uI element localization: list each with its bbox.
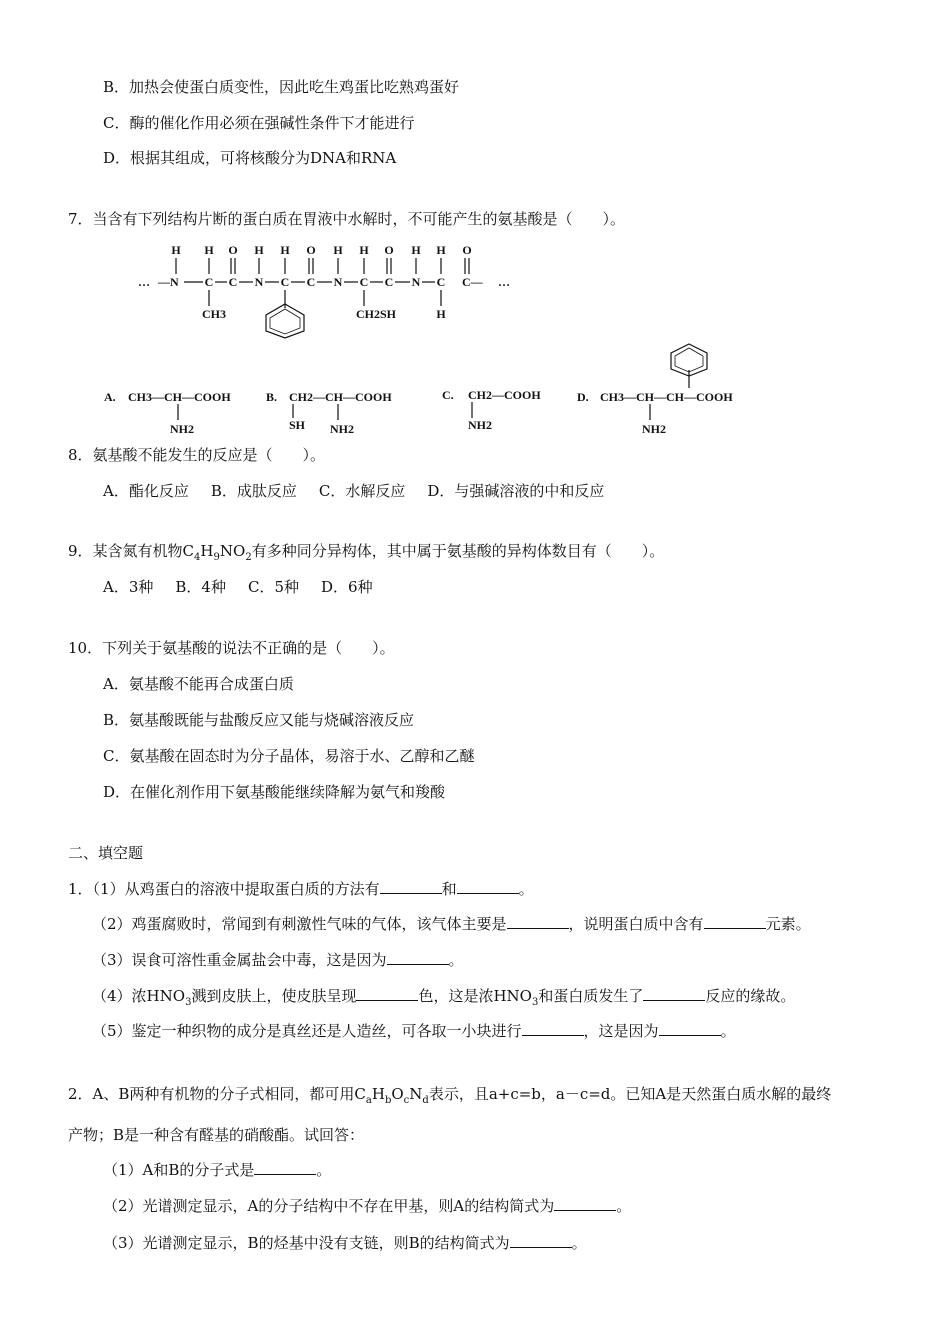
option-7a-letter: A. (104, 390, 116, 404)
option-10d: D．在催化剂作用下氨基酸能继续降解为氨气和羧酸 (103, 783, 446, 801)
atom-c3: C (280, 275, 290, 289)
blank[interactable] (387, 950, 449, 965)
atom-h6: H (359, 243, 369, 257)
blank[interactable] (356, 986, 418, 1001)
option-7d-letter: D. (577, 390, 589, 404)
fill-1-3: （3）误食可溶性重金属盐会中毒，这是因为 。 (92, 951, 464, 969)
blank[interactable] (704, 914, 766, 929)
blank[interactable] (554, 1196, 616, 1211)
atom-o4: O (462, 243, 472, 257)
fill-1-4: （4）浓$HNO_3$溅到皮肤上，使皮肤呈现 色，这是浓$HNO_3$和蛋白质发生了 反应的缘故。 (92, 987, 796, 1008)
peptide-structure-diagram (130, 238, 530, 342)
option-9b: B．4种 (175, 578, 226, 596)
atom-c1: C (204, 275, 214, 289)
option-9d: D．6种 (321, 578, 373, 596)
question-9-options (103, 577, 395, 597)
option-8c: C．水解反应 (318, 482, 406, 500)
fill-1-1: 1．（1）从鸡蛋白的溶液中提取蛋白质的方法有 和 。 (68, 880, 534, 898)
atom-c4: C (306, 275, 316, 289)
option-7b-sub2: NH2 (330, 422, 354, 436)
question-9-stem: 9．某含氮有机物$C_4H_9NO_2$有多种同分异构体，其中属于氨基酸的异构体数目有（ ）。 (68, 542, 665, 563)
atom-h2: H (204, 243, 214, 257)
atom-n1: —N (158, 275, 179, 289)
ellipsis-left: … (138, 275, 150, 289)
option-6b: B．加热会使蛋白质变性，因此吃生鸡蛋比吃熟鸡蛋好 (103, 78, 460, 96)
atom-o3: O (384, 243, 394, 257)
atom-c5: C (359, 275, 369, 289)
blank[interactable] (510, 1233, 572, 1248)
option-8b: B．成肽反应 (210, 482, 297, 500)
blank[interactable] (380, 879, 442, 894)
atom-n4: N (411, 275, 421, 289)
atom-h8: H (436, 243, 446, 257)
atom-h4: H (280, 243, 290, 257)
fill-1-2: （2）鸡蛋腐败时，常闻到有刺激性气味的气体，该气体主要是 ，说明蛋白质中含有 元素。 (92, 915, 811, 933)
blank[interactable] (254, 1160, 316, 1175)
ellipsis-right: … (498, 275, 510, 289)
option-9c: C．5种 (247, 578, 299, 596)
question-10-stem: 10．下列关于氨基酸的说法不正确的是（ ）。 (68, 639, 395, 657)
option-10a: A．氨基酸不能再合成蛋白质 (103, 675, 294, 693)
option-6d: D．根据其组成，可将核酸分为DNA和RNA (103, 149, 397, 167)
option-7a-formula: CH3—CH—COOH (128, 390, 231, 404)
option-7d-formula: CH3—CH—CH—COOH (600, 390, 733, 404)
question-7-options (100, 340, 780, 440)
option-10c: C．氨基酸在固态时为分子晶体，易溶于水、乙醇和乙醚 (103, 747, 475, 765)
group-ch3: CH3 (202, 307, 226, 321)
option-7c-formula: CH2—COOH (468, 388, 541, 402)
question-7-stem: 7．当含有下列结构片断的蛋白质在胃液中水解时，不可能产生的氨基酸是（ ）。 (68, 210, 626, 228)
atom-n2: N (254, 275, 264, 289)
atom-h1: H (171, 243, 181, 257)
option-7b-formula: CH2—CH—COOH (289, 390, 392, 404)
atom-c7: C (436, 275, 446, 289)
fill-2-stem: 2．A、B两种有机物的分子式相同，都可用$C_aH_bO_cN_d$表示，且a+c=b，a－c=d。已知A是天然蛋白质水解的最终 (68, 1085, 832, 1106)
atom-h3: H (254, 243, 264, 257)
fill-2-1: （1）A和B的分子式是 。 (103, 1161, 332, 1179)
fill-1-5: （5）鉴定一种织物的成分是真丝还是人造丝，可各取一小块进行 ，这是因为 。 (92, 1022, 736, 1040)
atom-o2: O (306, 243, 316, 257)
atom-h9: H (436, 307, 446, 321)
option-7b-sub1: SH (289, 418, 306, 432)
blank[interactable] (643, 986, 705, 1001)
section-heading: 二、填空题 (68, 844, 144, 862)
blank[interactable] (507, 914, 569, 929)
option-7c-letter: C. (442, 388, 454, 402)
blank[interactable] (659, 1021, 721, 1036)
option-6c: C．酶的催化作用必须在强碱性条件下才能进行 (103, 114, 415, 132)
option-7d-sub: NH2 (642, 422, 666, 436)
option-7b-letter: B. (266, 390, 278, 404)
atom-h7: H (411, 243, 421, 257)
option-8a: A．酯化反应 (103, 482, 189, 500)
atom-c8: C— (462, 275, 483, 289)
atom-n3: N (333, 275, 343, 289)
atom-c6: C (384, 275, 394, 289)
fill-2-3: （3）光谱测定显示，B的烃基中没有支链，则B的结构简式为 。 (103, 1234, 587, 1252)
question-8-options (103, 481, 626, 501)
option-8d: D．与强碱溶液的中和反应 (427, 482, 605, 500)
atom-c2: C (228, 275, 238, 289)
fill-2-stem-2: 产物；B是一种含有醛基的硝酸酯。试回答： (68, 1126, 365, 1144)
blank[interactable] (457, 879, 519, 894)
option-7a-sub: NH2 (170, 422, 194, 436)
group-ch2sh: CH2SH (356, 307, 397, 321)
blank[interactable] (522, 1021, 584, 1036)
option-7c-sub: NH2 (468, 418, 492, 432)
atom-h5: H (333, 243, 343, 257)
question-8-stem: 8．氨基酸不能发生的反应是（ ）。 (68, 446, 326, 464)
atom-o1: O (228, 243, 238, 257)
option-9a: A．3种 (103, 578, 154, 596)
fill-2-2: （2）光谱测定显示，A的分子结构中不存在甲基，则A的结构简式为 。 (103, 1197, 632, 1215)
option-10b: B．氨基酸既能与盐酸反应又能与烧碱溶液反应 (103, 711, 415, 729)
